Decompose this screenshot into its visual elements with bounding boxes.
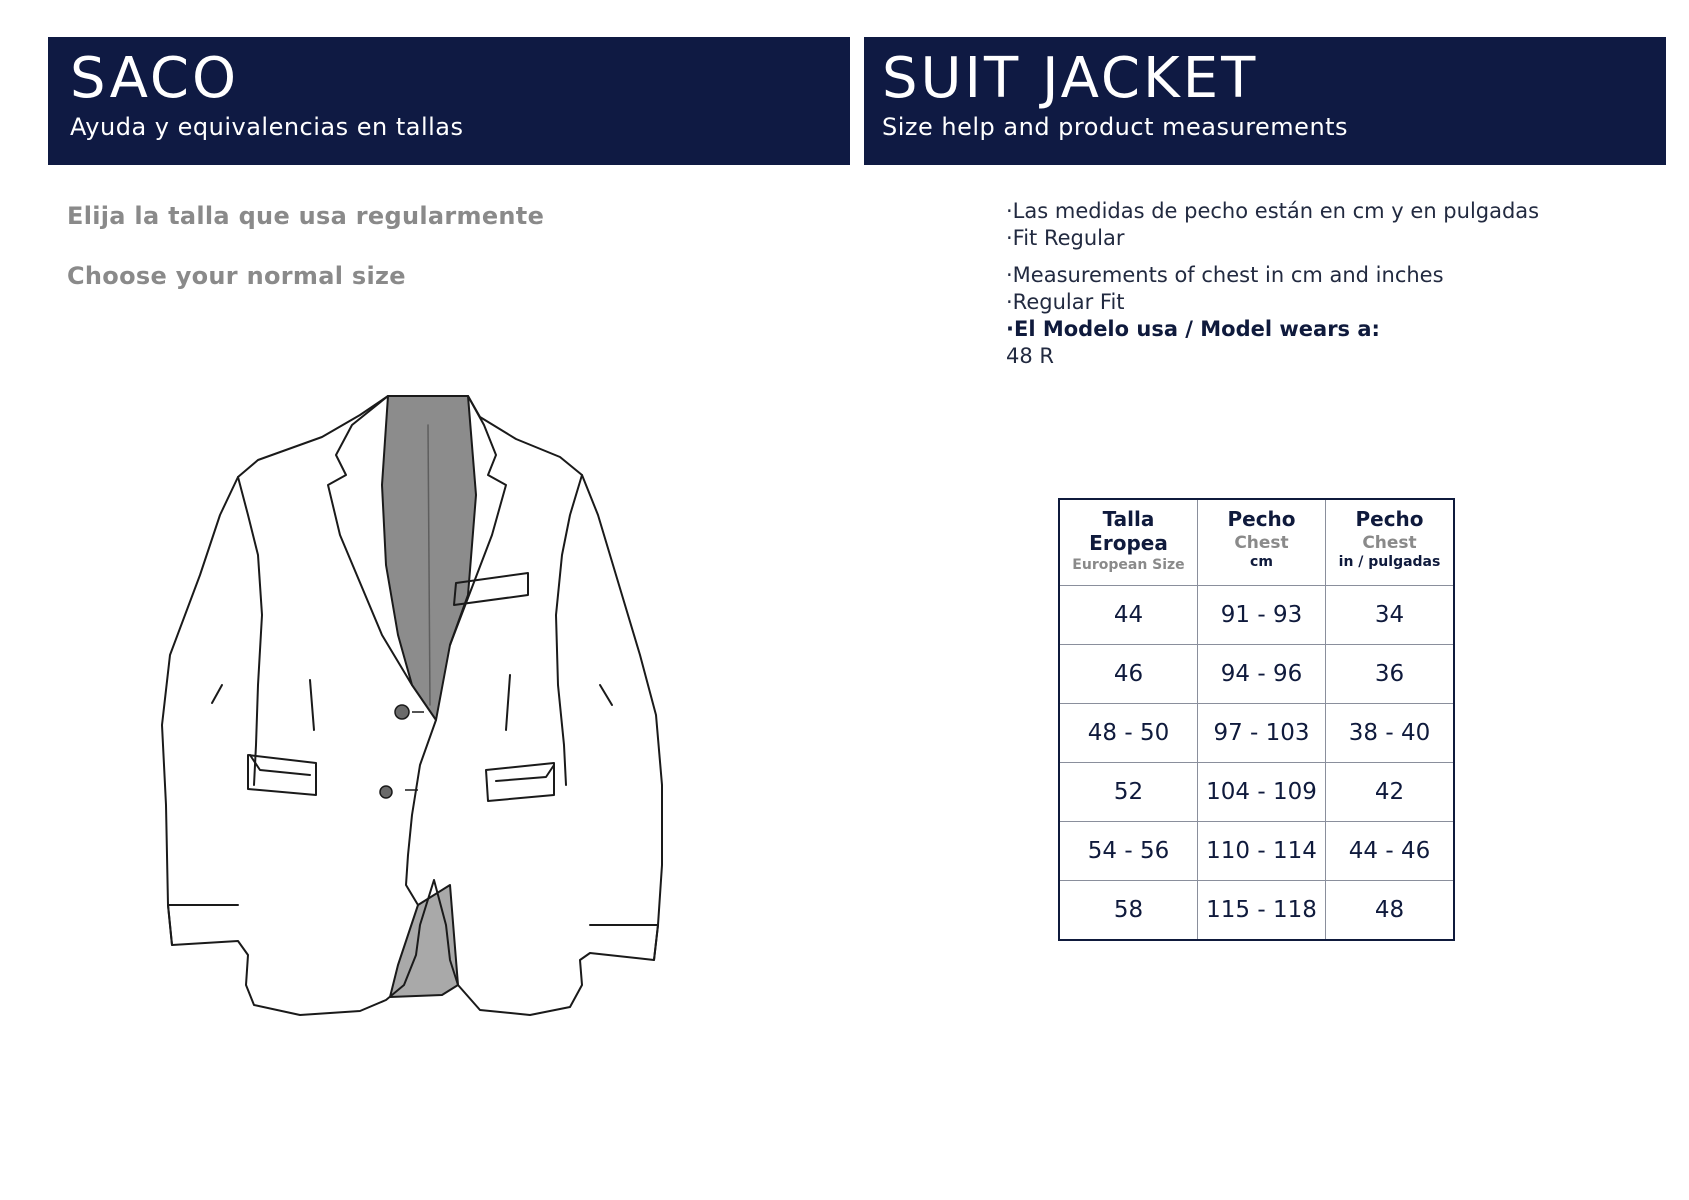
instruction-spanish: Elija la talla que usa regularmente [67,202,545,230]
page-title-spanish: SACO [70,46,240,111]
table-row [1059,881,1454,941]
cell-chest-cm: 115 - 118 [1198,881,1326,941]
instruction-english: Choose your normal size [67,262,406,290]
note-model-size: 48 R [1006,344,1054,368]
cell-european-size: 46 [1059,645,1198,704]
cell-european-size: 48 - 50 [1059,704,1198,763]
cell-chest-inches: 34 [1326,586,1455,645]
table-row [1059,645,1454,704]
table-row [1059,763,1454,822]
page-title-english: SUIT JACKET [882,46,1259,111]
cell-european-size: 44 [1059,586,1198,645]
cell-european-size: 54 - 56 [1059,822,1198,881]
cell-chest-inches: 44 - 46 [1326,822,1455,881]
note-model-label: ·El Modelo usa / Model wears a: [1006,317,1380,341]
header-banner-spanish [48,37,850,165]
cell-chest-cm: 97 - 103 [1198,704,1326,763]
cell-chest-inches: 38 - 40 [1326,704,1455,763]
size-equivalence-table [1058,498,1455,941]
cell-european-size: 58 [1059,881,1198,941]
cell-chest-inches: 36 [1326,645,1455,704]
note-fit-es: ·Fit Regular [1006,226,1125,250]
note-chest-units-es: ·Las medidas de pecho están en cm y en pulgadas [1006,199,1540,223]
cell-chest-inches: 48 [1326,881,1455,941]
note-chest-units-en: ·Measurements of chest in cm and inches [1006,263,1444,287]
suit-jacket-illustration-icon [150,385,690,1025]
note-fit-en: ·Regular Fit [1006,290,1125,314]
table-header-row [1059,499,1454,586]
header-banner-english [864,37,1666,165]
cell-chest-cm: 91 - 93 [1198,586,1326,645]
cell-chest-inches: 42 [1326,763,1455,822]
table-row [1059,704,1454,763]
header-chest-cm: Pecho Chest cm [1198,499,1326,586]
header-chest-inches: Pecho Chest in / pulgadas [1326,499,1455,586]
table-row [1059,586,1454,645]
page-subtitle-spanish: Ayuda y equivalencias en tallas [70,113,464,141]
page-subtitle-english: Size help and product measurements [882,113,1349,141]
cell-chest-cm: 94 - 96 [1198,645,1326,704]
header-european-size: Talla Eropea European Size [1059,499,1198,586]
cell-european-size: 52 [1059,763,1198,822]
table-row [1059,822,1454,881]
measurement-notes [1006,198,1539,370]
cell-chest-cm: 104 - 109 [1198,763,1326,822]
cell-chest-cm: 110 - 114 [1198,822,1326,881]
